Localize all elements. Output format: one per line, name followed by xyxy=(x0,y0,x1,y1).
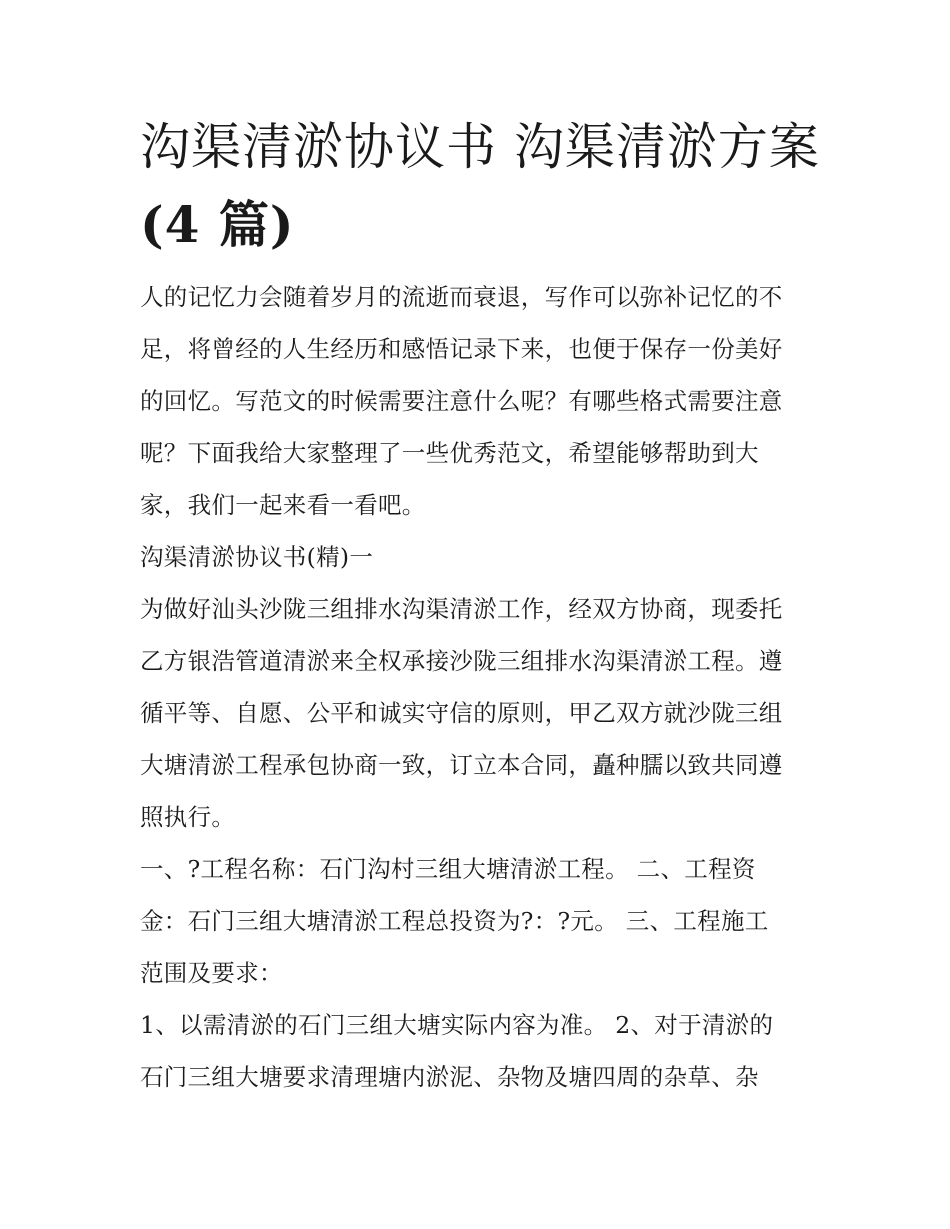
paragraph-line: 一、?工程名称：石门沟村三组大塘清淤工程。 二、工程资 xyxy=(140,855,756,883)
paragraph-line: 循平等、自愿、公平和诚实守信的原则，甲乙双方就沙陇三组 xyxy=(140,699,783,727)
paragraph-line: 金：石门三组大塘清淤工程总投资为?：?元。 三、工程施工 xyxy=(140,907,769,935)
paragraph-line: 1、以需清淤的石门三组大塘实际内容为准。 2、对于清淤的 xyxy=(140,1011,774,1039)
document-title xyxy=(140,108,830,264)
paragraph-line: 的回忆。写范文的时候需要注意什么呢？有哪些格式需要注意 xyxy=(140,387,783,415)
paragraph-line: 乙方银浩管道清淤来全权承接沙陇三组排水沟渠清淤工程。遵 xyxy=(140,647,783,675)
title-line-1: 沟渠清淤协议书 沟渠清淤方案 xyxy=(140,118,820,176)
document-body xyxy=(140,271,820,1103)
paragraph-line: 呢？下面我给大家整理了一些优秀范文，希望能够帮助到大 xyxy=(140,439,759,467)
paragraph-line: 照执行。 xyxy=(140,803,236,831)
paragraph-line: 石门三组大塘要求清理塘内淤泥、杂物及塘四周的杂草、杂 xyxy=(140,1063,759,1091)
paragraph-line: 大塘清淤工程承包协商一致，订立本合同，矗种臑以致共同遵 xyxy=(140,751,783,779)
paragraph-line: 范围及要求： xyxy=(140,959,283,987)
paragraph-line: 人的记忆力会随着岁月的流逝而衰退，写作可以弥补记忆的不 xyxy=(140,283,783,311)
paragraph-line: 足，将曾经的人生经历和感悟记录下来，也便于保存一份美好 xyxy=(140,335,783,363)
title-line-2: (4 篇) xyxy=(140,195,295,254)
paragraph-line: 家，我们一起来看一看吧。 xyxy=(140,491,426,519)
paragraph-line: 为做好汕头沙陇三组排水沟渠清淤工作，经双方协商，现委托 xyxy=(140,595,783,623)
section-heading: 沟渠清淤协议书(精)一 xyxy=(140,543,374,571)
